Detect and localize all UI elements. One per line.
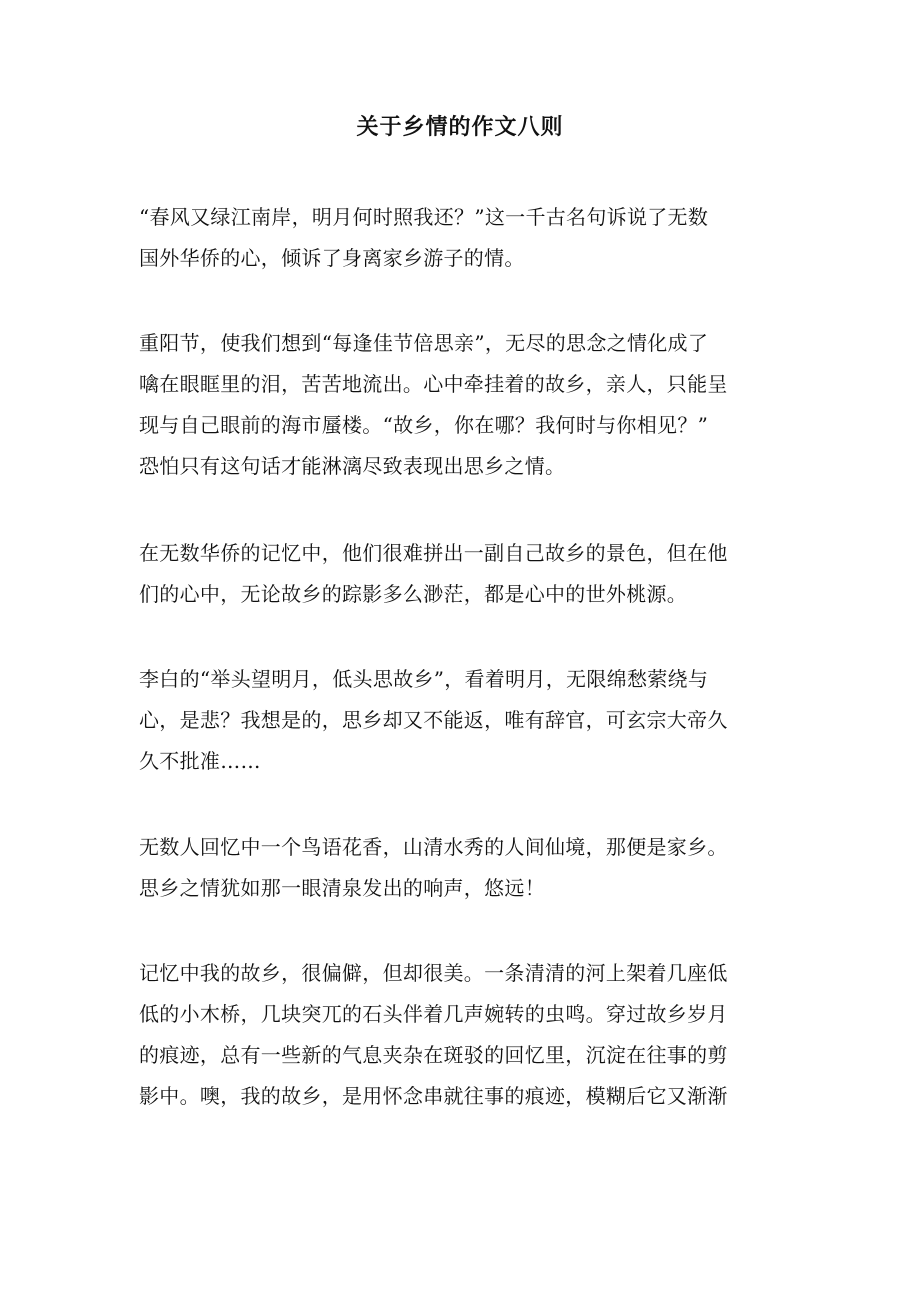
paragraph-line: 心，是悲？我想是的，思乡却又不能返，唯有辞官，可玄宗大帝久	[139, 708, 728, 732]
paragraph-line: 李白的“举头望明月，低头思故乡”，看着明月，无限绵愁萦绕与	[139, 667, 709, 691]
paragraph-line: 在无数华侨的记忆中，他们很难拼出一副自己故乡的景色，但在他	[139, 541, 728, 565]
paragraph-2	[139, 323, 784, 487]
document-title: 关于乡情的作文八则	[356, 114, 564, 140]
paragraph-line: 的痕迹，总有一些新的气息夹杂在斑驳的回忆里，沉淀在往事的剪	[139, 1043, 728, 1067]
paragraph-line: “春风又绿江南岸，明月何时照我还？”这一千古名句诉说了无数	[139, 205, 709, 229]
paragraph-line: 影中。噢，我的故乡，是用怀念串就往事的痕迹，模糊后它又渐渐	[139, 1084, 728, 1108]
paragraph-line: 恐怕只有这句话才能淋漓尽致表现出思乡之情。	[139, 454, 566, 478]
paragraph-line: 噙在眼眶里的泪，苦苦地流出。心中牵挂着的故乡，亲人，只能呈	[139, 372, 728, 396]
paragraph-line: 重阳节，使我们想到“每逢佳节倍思亲”，无尽的思念之情化成了	[139, 331, 709, 355]
paragraph-6	[139, 953, 784, 1117]
paragraph-line: 国外华侨的心，倾诉了身离家乡游子的情。	[139, 246, 525, 270]
paragraph-line: 思乡之情犹如那一眼清泉发出的响声，悠远！	[139, 876, 545, 900]
paragraph-line: 低的小木桥，几块突兀的石头伴着几声婉转的虫鸣。穿过故乡岁月	[139, 1002, 728, 1026]
paragraph-line: 记忆中我的故乡，很偏僻，但却很美。一条清清的河上架着几座低	[139, 961, 728, 985]
paragraph-line: 久不批准……	[139, 749, 261, 773]
paragraph-line: 现与自己眼前的海市蜃楼。“故乡，你在哪？我何时与你相见？”	[139, 413, 709, 437]
paragraph-3	[139, 533, 784, 615]
paragraph-line: 无数人回忆中一个鸟语花香，山清水秀的人间仙境，那便是家乡。	[139, 835, 728, 859]
paragraph-5	[139, 827, 784, 909]
paragraph-4	[139, 659, 784, 782]
paragraph-line: 们的心中，无论故乡的踪影多么渺茫，都是心中的世外桃源。	[139, 582, 688, 606]
paragraph-1	[139, 197, 784, 279]
